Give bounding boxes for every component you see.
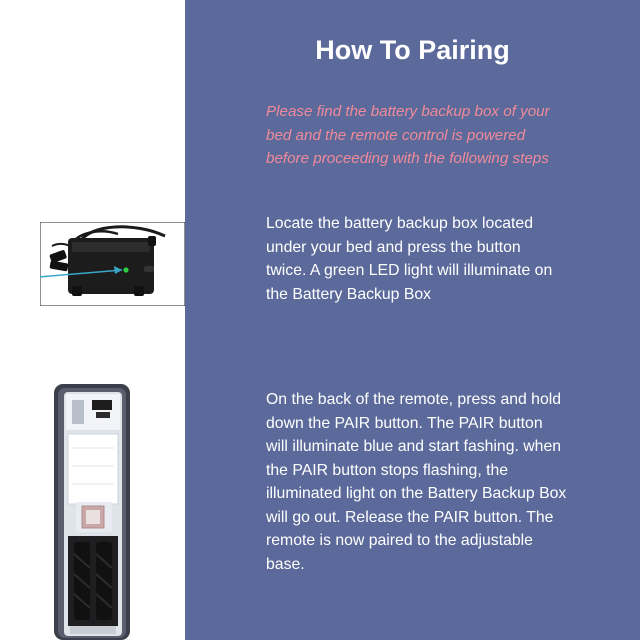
step-line: Locate the battery backup box located — [266, 215, 533, 232]
step-line: down the PAIR button. The PAIR button — [266, 414, 543, 432]
battery-backup-box-photo — [40, 222, 185, 306]
note-line: before proceeding with the following steps — [266, 150, 549, 167]
page-title: How To Pairing — [315, 35, 510, 65]
step-1-instructions — [266, 212, 621, 306]
step-line: twice. A green LED light will illuminate on — [266, 262, 553, 279]
step-2-instructions — [266, 388, 621, 576]
step-line: will illuminate blue and start fashing. when — [266, 438, 562, 455]
step-line: base. — [266, 555, 305, 573]
note-line: bed and the remote control is powered — [266, 126, 526, 144]
step-line: under your bed and press the button — [266, 238, 521, 256]
step-line: will go out. Release the PAIR button. The — [266, 508, 554, 526]
step-line: remote is now paired to the adjustable — [266, 532, 533, 549]
remote-back-photo — [50, 378, 185, 640]
step-line: the PAIR button stops flashing, the — [266, 461, 509, 479]
step-line: the Battery Backup Box — [266, 285, 432, 303]
prerequisite-note — [266, 100, 626, 171]
step-line: On the back of the remote, press and hold — [266, 391, 562, 408]
note-line: Please find the battery backup box of your — [266, 103, 550, 120]
step-line: illuminated light on the Battery Backup Box — [266, 485, 567, 502]
